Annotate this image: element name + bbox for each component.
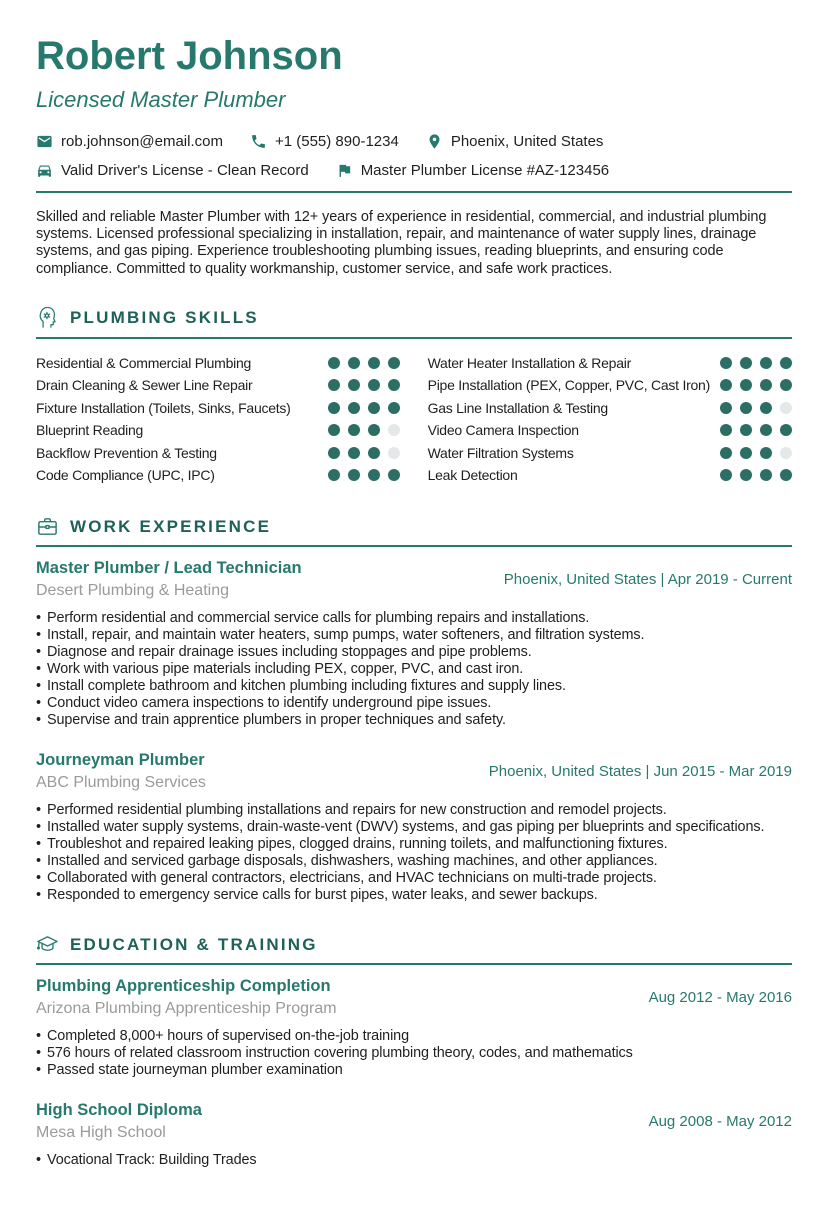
- skill-rating: [720, 447, 792, 459]
- skill-label: Water Filtration Systems: [427, 444, 574, 461]
- person-job-title: Licensed Master Plumber: [36, 87, 286, 112]
- entry-bullets: [36, 1152, 792, 1169]
- rating-dot-empty: [780, 402, 792, 414]
- entry-header-left: [36, 1101, 202, 1142]
- skill-rating: [328, 447, 400, 459]
- rating-dot-filled: [780, 357, 792, 369]
- skill-row: [428, 419, 792, 441]
- entry-school: Arizona Plumbing Apprenticeship Program: [36, 1000, 337, 1018]
- rating-dot-filled: [760, 469, 772, 481]
- skills-grid: [36, 352, 792, 486]
- entry-bullets: [36, 1028, 792, 1079]
- entry-location-dates: Phoenix, United States | Jun 2015 - Mar 2019: [488, 763, 792, 781]
- contact-row-2: [36, 162, 792, 179]
- rating-dot-empty: [388, 424, 400, 436]
- skill-label: Blueprint Reading: [36, 422, 144, 439]
- skill-rating: [720, 379, 792, 391]
- rating-dot-filled: [328, 424, 340, 436]
- rating-dot-filled: [760, 379, 772, 391]
- entry-bullets: [36, 802, 792, 904]
- rating-dot-filled: [328, 402, 340, 414]
- rating-dot-filled: [720, 469, 732, 481]
- experience-section-header: [36, 515, 792, 547]
- rating-dot-filled: [328, 447, 340, 459]
- rating-dot-filled: [780, 379, 792, 391]
- contact-item: [426, 133, 604, 150]
- skill-row: [36, 464, 400, 486]
- skill-rating: [328, 379, 400, 391]
- entry-header-left: [36, 559, 302, 600]
- skill-row: [36, 419, 400, 441]
- entry-dates: Aug 2008 - May 2012: [648, 1113, 792, 1131]
- skill-rating: [328, 357, 400, 369]
- education-section-header: [36, 933, 792, 965]
- skill-rating: [328, 424, 400, 436]
- rating-dot-filled: [740, 357, 752, 369]
- contact-text: rob.johnson@email.com: [61, 133, 223, 150]
- person-name: Robert Johnson: [36, 34, 343, 78]
- contact-text: Phoenix, United States: [450, 133, 604, 150]
- skill-rating: [720, 424, 792, 436]
- entry-company: Desert Plumbing & Heating: [36, 582, 229, 600]
- skill-row: [428, 441, 792, 463]
- header-divider: [36, 191, 792, 193]
- bullet-item: • Install complete bathroom and kitchen plumbing including fixtures and supply lines.: [36, 678, 792, 695]
- contact-text: +1 (555) 890-1234: [274, 133, 399, 150]
- briefcase-icon: [36, 515, 59, 538]
- rating-dot-filled: [368, 447, 380, 459]
- entry-header: [36, 1101, 792, 1142]
- contact-item: [336, 162, 609, 179]
- skill-row: [428, 464, 792, 486]
- education-entry: [36, 977, 792, 1079]
- section-title: WORK EXPERIENCE: [70, 516, 272, 536]
- section-title: PLUMBING SKILLS: [70, 308, 259, 328]
- skill-label: Water Heater Installation & Repair: [427, 355, 632, 371]
- rating-dot-filled: [760, 402, 772, 414]
- skill-label: Fixture Installation (Toilets, Sinks, Faucets): [36, 399, 291, 416]
- rating-dot-filled: [328, 469, 340, 481]
- rating-dot-filled: [388, 357, 400, 369]
- rating-dot-filled: [328, 357, 340, 369]
- entry-header: [36, 751, 792, 792]
- entry-school: Mesa High School: [36, 1124, 166, 1142]
- rating-dot-filled: [348, 424, 360, 436]
- rating-dot-filled: [328, 379, 340, 391]
- skill-rating: [328, 402, 400, 414]
- education-entry: [36, 1101, 792, 1169]
- section-title: EDUCATION & TRAINING: [70, 934, 318, 954]
- rating-dot-filled: [760, 357, 772, 369]
- skill-rating: [720, 357, 792, 369]
- bullet-item: • Diagnose and repair drainage issues including stoppages and pipe problems.: [36, 644, 792, 661]
- skill-label: Backflow Prevention & Testing: [36, 444, 217, 461]
- entry-title: Master Plumber / Lead Technician: [36, 559, 302, 578]
- entry-dates: Aug 2012 - May 2016: [648, 989, 792, 1007]
- bullet-item: • Conduct video camera inspections to identify underground pipe issues.: [36, 695, 792, 712]
- contact-item: [36, 133, 223, 150]
- skill-label: Drain Cleaning & Sewer Line Repair: [36, 377, 253, 394]
- entry-title: Plumbing Apprenticeship Completion: [36, 977, 331, 996]
- rating-dot-filled: [368, 469, 380, 481]
- contact-item: [250, 133, 399, 150]
- skill-row: [428, 397, 792, 419]
- bullet-item: • Installed and serviced garbage disposals, dishwashers, washing machines, and other appliances.: [36, 853, 792, 870]
- email-icon: [36, 133, 53, 150]
- skill-row: [428, 352, 792, 374]
- skill-label: Leak Detection: [427, 466, 518, 483]
- contact-info: [36, 133, 792, 179]
- bullet-item: • Vocational Track: Building Trades: [36, 1152, 792, 1169]
- rating-dot-filled: [720, 447, 732, 459]
- contact-text: Master Plumber License #AZ-123456: [360, 162, 610, 179]
- entry-header-left: [36, 751, 206, 792]
- section-work-experience: [36, 515, 792, 904]
- skills-column-right: [428, 352, 792, 486]
- bullet-item: • Work with various pipe materials including PEX, copper, PVC, and cast iron.: [36, 661, 792, 678]
- rating-dot-filled: [780, 469, 792, 481]
- rating-dot-filled: [780, 424, 792, 436]
- rating-dot-filled: [348, 402, 360, 414]
- section-plumbing-skills: [36, 307, 792, 486]
- rating-dot-empty: [388, 447, 400, 459]
- location-icon: [426, 133, 443, 150]
- entry-bullets: [36, 610, 792, 729]
- entry-title: Journeyman Plumber: [36, 751, 205, 770]
- rating-dot-filled: [368, 379, 380, 391]
- bullet-item: • 576 hours of related classroom instruction covering plumbing theory, codes, and mathematics: [36, 1045, 792, 1062]
- rating-dot-filled: [348, 447, 360, 459]
- rating-dot-filled: [740, 469, 752, 481]
- entry-title: High School Diploma: [36, 1101, 202, 1120]
- job-entry: [36, 559, 792, 729]
- contact-text: Valid Driver's License - Clean Record: [61, 162, 309, 179]
- skills-head-gear-icon: [36, 307, 59, 330]
- bullet-item: • Installed water supply systems, drain-waste-vent (DWV) systems, and gas piping per blueprints and specifications.: [36, 819, 792, 836]
- skill-row: [428, 374, 792, 396]
- rating-dot-filled: [368, 357, 380, 369]
- contact-item: [36, 162, 309, 179]
- graduation-cap-icon: [36, 933, 59, 956]
- skill-label: Gas Line Installation & Testing: [427, 399, 608, 416]
- skill-rating: [720, 469, 792, 481]
- bullet-item: • Passed state journeyman plumber examination: [36, 1062, 792, 1079]
- bullet-item: • Troubleshot and repaired leaking pipes, clogged drains, running toilets, and malfunctioning fixtures.: [36, 836, 792, 853]
- bullet-item: • Collaborated with general contractors, electricians, and HVAC technicians on multi-trade projects.: [36, 870, 792, 887]
- rating-dot-filled: [740, 447, 752, 459]
- rating-dot-filled: [348, 469, 360, 481]
- rating-dot-filled: [760, 447, 772, 459]
- rating-dot-filled: [388, 379, 400, 391]
- job-entry: [36, 751, 792, 904]
- resume-header: [36, 34, 792, 193]
- rating-dot-filled: [388, 469, 400, 481]
- skill-row: [36, 397, 400, 419]
- bullet-item: • Perform residential and commercial service calls for plumbing repairs and installations.: [36, 610, 792, 627]
- rating-dot-filled: [760, 424, 772, 436]
- entry-header: [36, 559, 792, 600]
- rating-dot-filled: [740, 424, 752, 436]
- skill-label: Code Compliance (UPC, IPC): [36, 466, 215, 483]
- rating-dot-filled: [720, 424, 732, 436]
- skill-label: Video Camera Inspection: [427, 422, 579, 439]
- entry-header-left: [36, 977, 337, 1018]
- rating-dot-filled: [720, 402, 732, 414]
- rating-dot-filled: [720, 379, 732, 391]
- skill-row: [36, 374, 400, 396]
- rating-dot-filled: [740, 402, 752, 414]
- skill-row: [36, 352, 400, 374]
- flag-icon: [336, 162, 353, 179]
- car-icon: [36, 162, 53, 179]
- rating-dot-empty: [780, 447, 792, 459]
- rating-dot-filled: [740, 379, 752, 391]
- skill-label: Residential & Commercial Plumbing: [36, 355, 252, 371]
- entry-location-dates: Phoenix, United States | Apr 2019 - Current: [503, 571, 792, 589]
- skill-rating: [720, 402, 792, 414]
- rating-dot-filled: [348, 357, 360, 369]
- section-education-training: [36, 933, 792, 1169]
- bullet-item: • Performed residential plumbing installations and repairs for new construction and remodel projects.: [36, 802, 792, 819]
- bullet-item: • Install, repair, and maintain water heaters, sump pumps, water softeners, and filtration systems.: [36, 627, 792, 644]
- summary-text: Skilled and reliable Master Plumber with 12+ years of experience in residential, commercial, and industrial plumbing systems. Licensed professional specializing in installation, repair, and maintenance of water supply lines, drainage systems, and gas piping. Experience troubleshooting plumbing issues, reading blueprints, and ensuring code compliance. Committed to quality workmanship, customer service, and safe work practices.: [36, 209, 767, 277]
- phone-icon: [250, 133, 267, 150]
- skill-rating: [328, 469, 400, 481]
- rating-dot-filled: [368, 424, 380, 436]
- rating-dot-filled: [720, 357, 732, 369]
- education-entries: [36, 977, 792, 1169]
- contact-row-1: [36, 133, 792, 150]
- rating-dot-filled: [388, 402, 400, 414]
- rating-dot-filled: [348, 379, 360, 391]
- skill-label: Pipe Installation (PEX, Copper, PVC, Cast Iron): [427, 377, 710, 394]
- bullet-item: • Responded to emergency service calls for burst pipes, water leaks, and sewer backups.: [36, 887, 792, 904]
- skill-row: [36, 441, 400, 463]
- rating-dot-filled: [368, 402, 380, 414]
- entry-header: [36, 977, 792, 1018]
- bullet-item: • Supervise and train apprentice plumbers in proper techniques and safety.: [36, 712, 792, 729]
- bullet-item: • Completed 8,000+ hours of supervised on-the-job training: [36, 1028, 792, 1045]
- skills-section-header: [36, 307, 792, 339]
- experience-entries: [36, 559, 792, 904]
- entry-company: ABC Plumbing Services: [36, 774, 206, 792]
- skills-column-left: [36, 352, 400, 486]
